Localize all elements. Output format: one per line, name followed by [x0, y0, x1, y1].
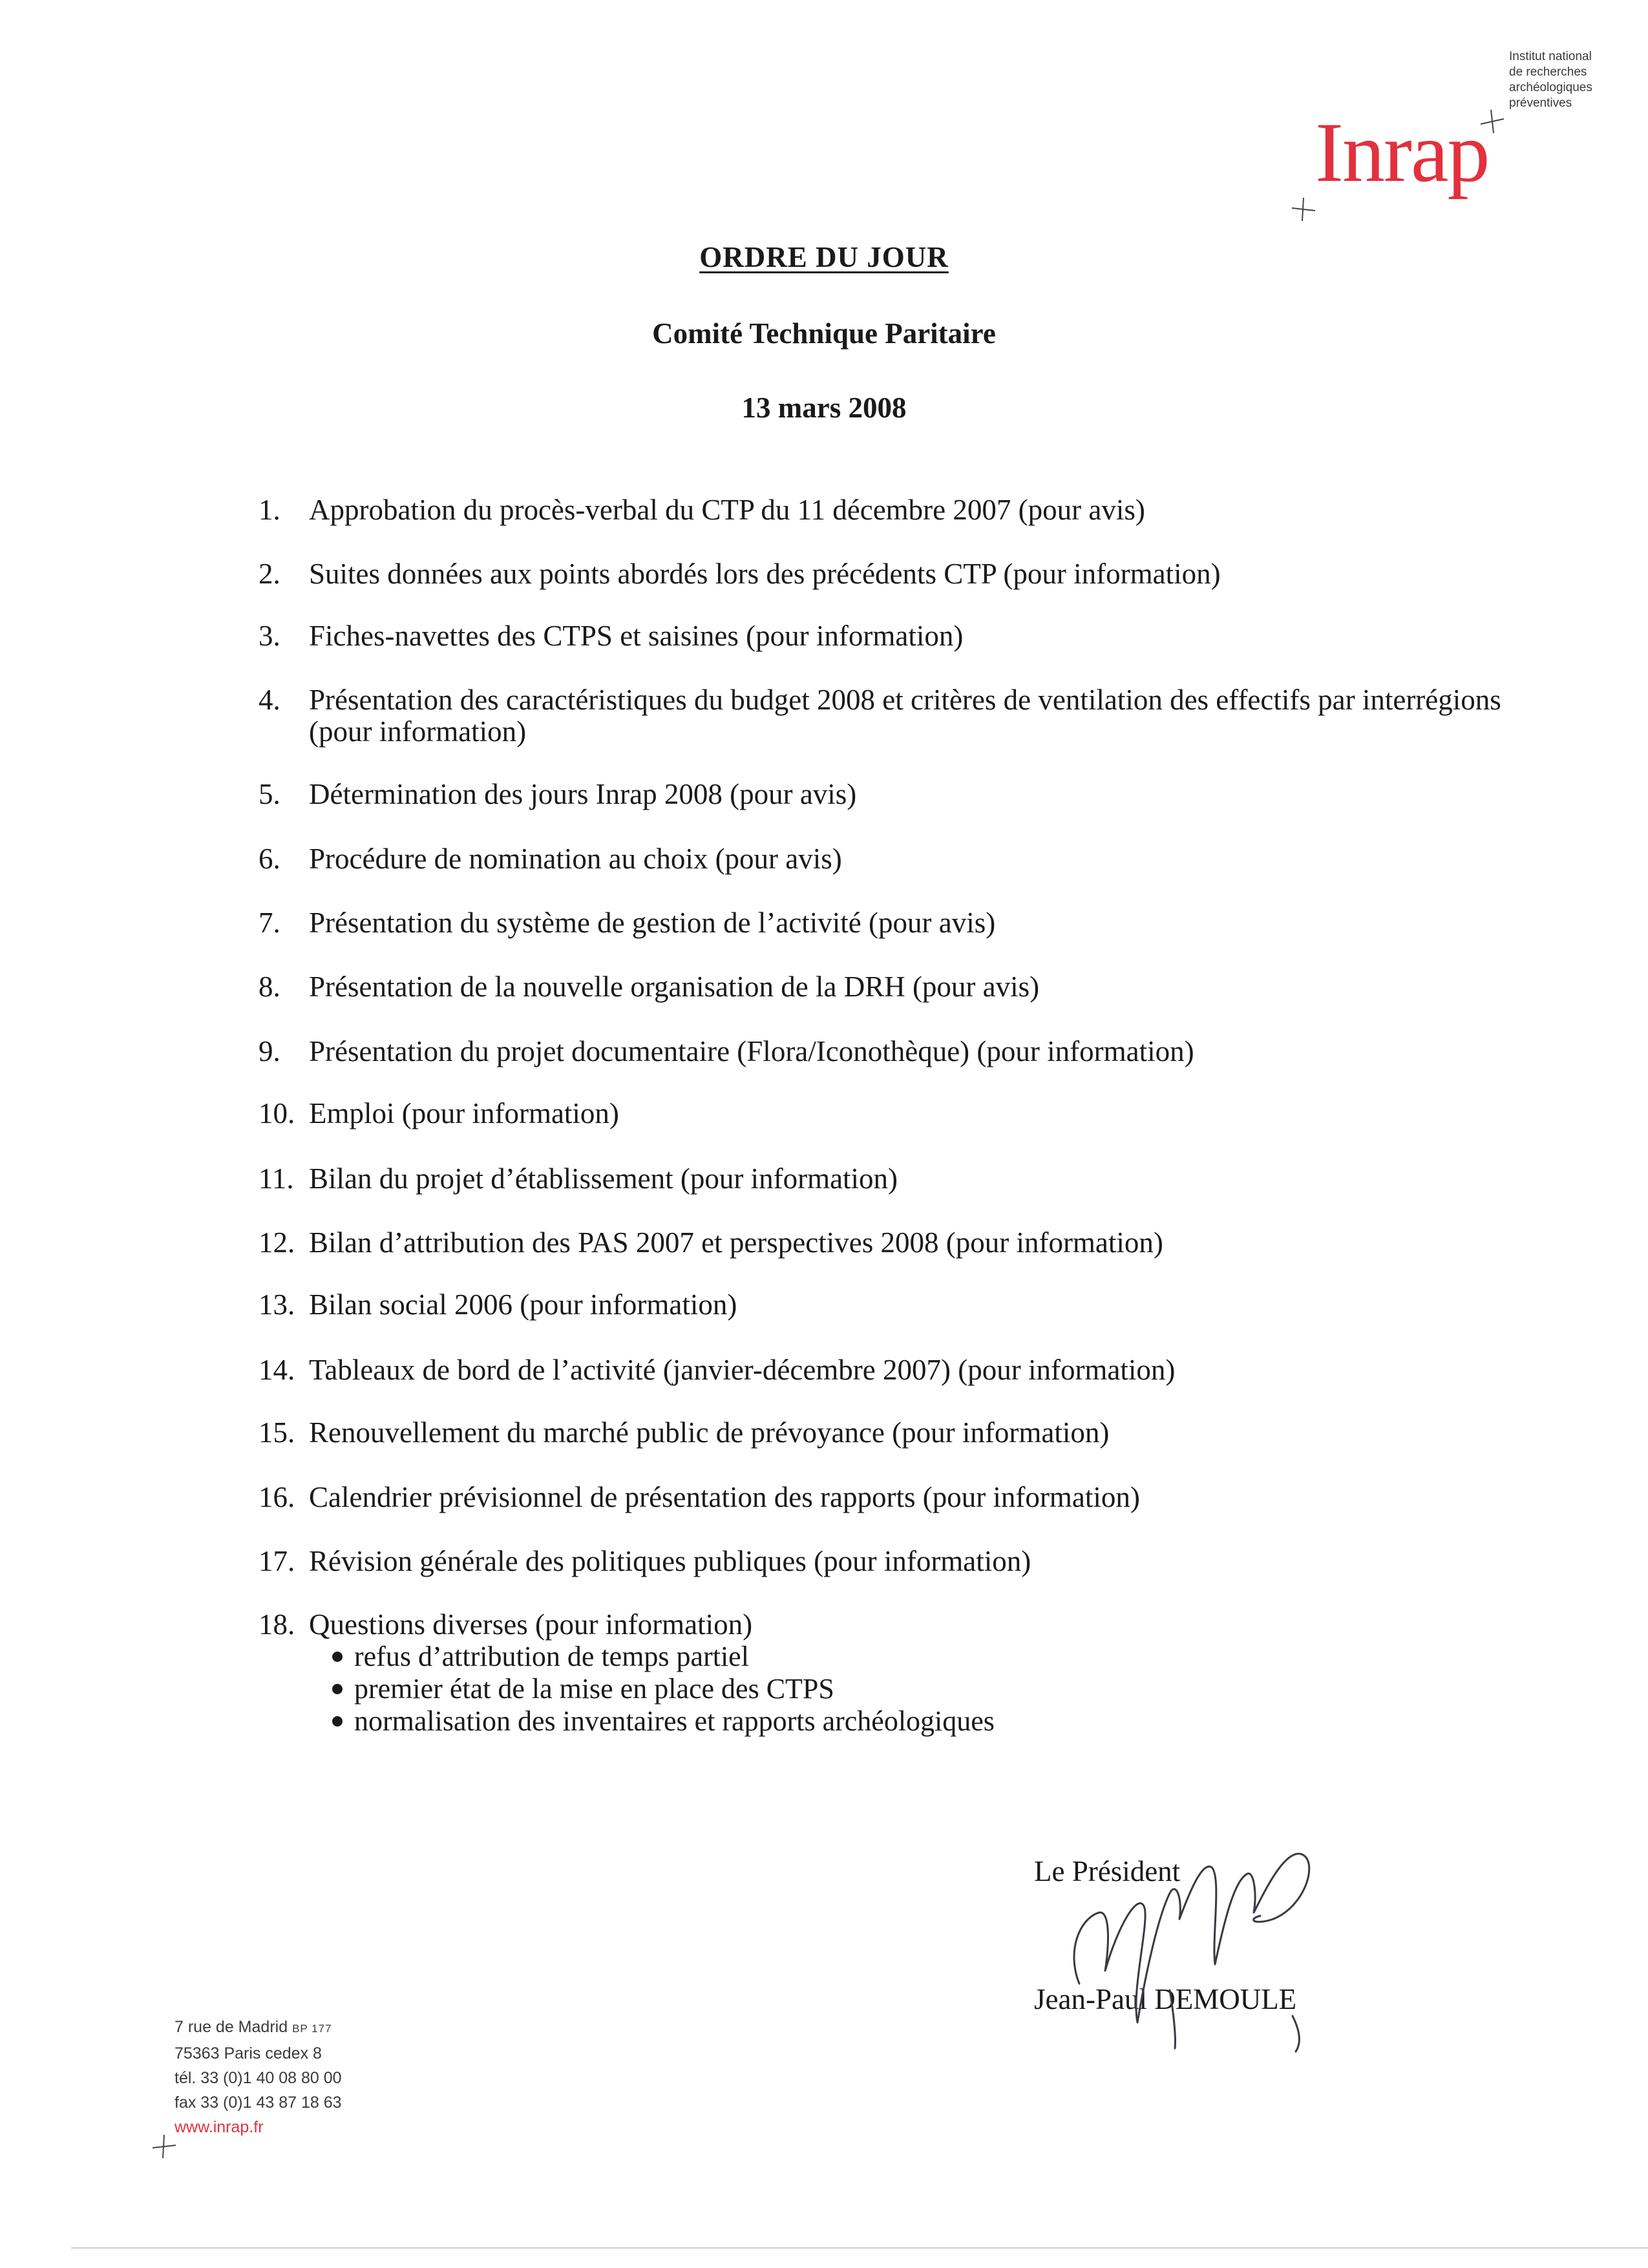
- signatory-name: Jean-Paul DEMOULE: [1034, 1983, 1297, 2015]
- bullet-icon: [332, 1652, 343, 1662]
- tagline-line: archéologiques: [1509, 81, 1592, 94]
- agenda-item-text: Bilan d’attribution des PAS 2007 et perspectives 2008 (pour information): [309, 1226, 1163, 1259]
- agenda-item-text: Détermination des jours Inrap 2008 (pour avis): [309, 778, 857, 810]
- agenda-item-number: 11.: [259, 1162, 294, 1195]
- agenda-sub-item: [309, 1673, 1519, 1705]
- agenda-item-number: 8.: [259, 971, 280, 1003]
- footer-bp: BP 177: [292, 2022, 332, 2035]
- agenda-item-text: Révision générale des politiques publiques (pour information): [309, 1545, 1031, 1577]
- agenda-item: [259, 1163, 1519, 1195]
- agenda-item-number: 4.: [259, 684, 280, 716]
- agenda-item-number: 2.: [259, 558, 280, 590]
- agenda-item: [259, 1098, 1519, 1129]
- agenda-item-number: 9.: [259, 1035, 280, 1067]
- agenda-item: [259, 1289, 1519, 1321]
- agenda-item-text: Présentation de la nouvelle organisation de la DRH (pour avis): [309, 971, 1040, 1003]
- footer-fax: fax 33 (0)1 43 87 18 63: [174, 2094, 342, 2112]
- agenda-item-number: 16.: [259, 1481, 295, 1513]
- agenda-item-text: Présentation du projet documentaire (Flora/Iconothèque) (pour information): [309, 1035, 1194, 1067]
- agenda-item: [259, 558, 1519, 590]
- tagline-line: préventives: [1509, 96, 1572, 110]
- agenda-item: [259, 1482, 1519, 1513]
- footer-tel: tél. 33 (0)1 40 08 80 00: [174, 2069, 342, 2087]
- agenda-item-number: 18.: [259, 1608, 295, 1641]
- logo-tagline: [1509, 49, 1592, 111]
- agenda-item-text: Bilan du projet d’établissement (pour information): [309, 1162, 898, 1195]
- registration-mark-icon: [150, 2132, 178, 2161]
- agenda-sub-item-text: premier état de la mise en place des CTPS: [354, 1673, 834, 1705]
- agenda-item-number: 10.: [259, 1097, 295, 1129]
- document-date: 13 mars 2008: [741, 392, 907, 424]
- inrap-logo: Inrap: [1315, 105, 1489, 200]
- agenda-item-text: Bilan social 2006 (pour information): [309, 1288, 737, 1321]
- agenda-sub-item: [309, 1641, 1519, 1673]
- agenda-item-number: 17.: [259, 1545, 295, 1577]
- agenda-item: [259, 1227, 1519, 1259]
- agenda-sub-item: [309, 1705, 1519, 1738]
- agenda-item-text: Tableaux de bord de l’activité (janvier-décembre 2007) (pour information): [309, 1354, 1176, 1386]
- agenda-item-text: Procédure de nomination au choix (pour avis): [309, 843, 842, 875]
- scan-edge-divider: [71, 2247, 1648, 2249]
- agenda-item-text: Renouvellement du marché public de prévoyance (pour information): [309, 1416, 1110, 1449]
- agenda-item: [259, 843, 1519, 875]
- agenda-item-text: Emploi (pour information): [309, 1097, 619, 1129]
- agenda-item: [259, 1546, 1519, 1577]
- agenda-item-number: 13.: [259, 1288, 295, 1321]
- registration-mark-icon: [1478, 107, 1506, 136]
- agenda-item: [259, 1609, 1519, 1738]
- inrap-logo-block: [1315, 45, 1625, 239]
- agenda-item: [259, 1354, 1519, 1386]
- agenda-item-number: 14.: [259, 1354, 295, 1386]
- agenda-item-text: Suites données aux points abordés lors des précédents CTP (pour information): [309, 558, 1221, 590]
- registration-mark-icon: [1289, 195, 1318, 224]
- agenda-item-text: Fiches-navettes des CTPS et saisines (pour information): [309, 620, 964, 652]
- document-title: ORDRE DU JOUR: [699, 241, 949, 273]
- signatory-title: Le Président: [1034, 1855, 1181, 1887]
- agenda-item: [259, 494, 1519, 526]
- agenda-item-number: 12.: [259, 1226, 295, 1259]
- agenda-list: [259, 494, 1519, 1738]
- agenda-item: [259, 684, 1519, 748]
- document-subtitle: Comité Technique Paritaire: [652, 317, 996, 350]
- agenda-item: [259, 907, 1519, 939]
- agenda-item-number: 15.: [259, 1416, 295, 1449]
- signature-block: [1034, 1854, 1486, 2061]
- agenda-sub-list: [309, 1641, 1519, 1738]
- bullet-icon: [332, 1716, 343, 1727]
- agenda-item-number: 1.: [259, 494, 280, 526]
- footer-street-line: [174, 2015, 342, 2041]
- agenda-item-text: Approbation du procès-verbal du CTP du 11 décembre 2007 (pour avis): [309, 494, 1145, 526]
- handwritten-signature: [1060, 1822, 1357, 2055]
- agenda-item: [259, 620, 1519, 652]
- agenda-sub-item-text: refus d’attribution de temps partiel: [354, 1641, 749, 1672]
- agenda-item-number: 3.: [259, 620, 280, 652]
- agenda-item-number: 5.: [259, 778, 280, 810]
- agenda-item-number: 6.: [259, 843, 280, 875]
- footer-address: [174, 2015, 342, 2139]
- agenda-item: [259, 971, 1519, 1003]
- footer-street: 7 rue de Madrid: [174, 2018, 288, 2036]
- agenda-item-text: Présentation des caractéristiques du budget 2008 et critères de ventilation des effectifs par interrégions (pour information): [309, 684, 1501, 748]
- bullet-icon: [332, 1684, 343, 1694]
- tagline-line: Institut national: [1509, 50, 1592, 63]
- agenda-item-text: Calendrier prévisionnel de présentation des rapports (pour information): [309, 1481, 1140, 1513]
- agenda-sub-item-text: normalisation des inventaires et rapports archéologiques: [354, 1705, 995, 1737]
- agenda-item: [259, 779, 1519, 810]
- footer-city: 75363 Paris cedex 8: [174, 2044, 322, 2063]
- agenda-item: [259, 1036, 1519, 1067]
- agenda-item: [259, 1417, 1519, 1449]
- agenda-item-text: Questions diverses (pour information): [309, 1608, 753, 1641]
- tagline-line: de recherches: [1509, 65, 1587, 79]
- agenda-item-number: 7.: [259, 907, 280, 939]
- footer-website-link[interactable]: www.inrap.fr: [174, 2118, 264, 2136]
- agenda-item-text: Présentation du système de gestion de l’activité (pour avis): [309, 907, 996, 939]
